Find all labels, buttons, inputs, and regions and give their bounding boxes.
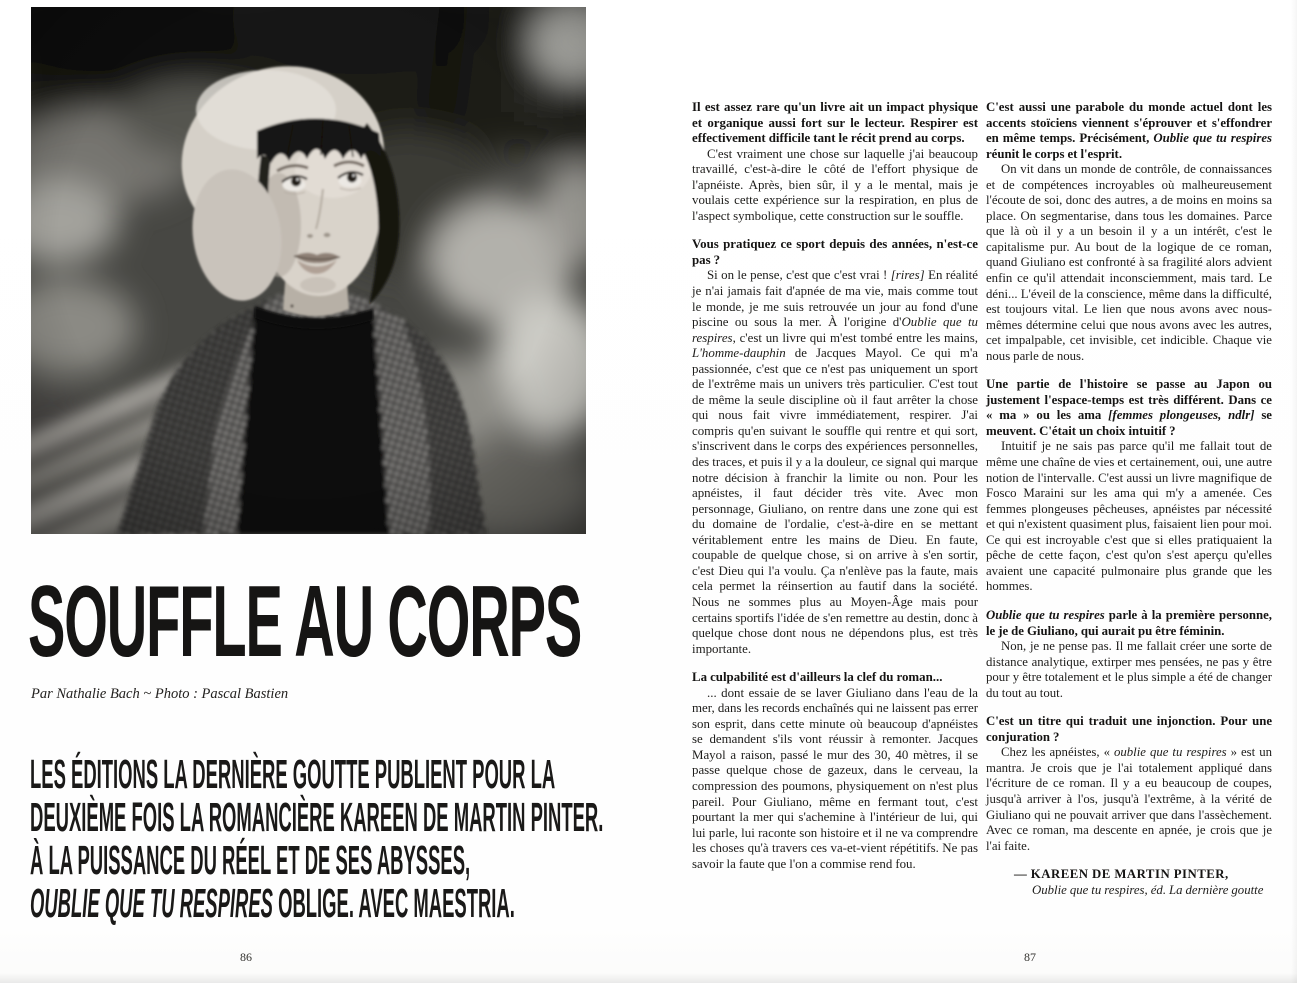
lead-paragraph: C'est aussi une parabole du monde actuel dont les accents stoïciens viennent s'éprouver et s'effondrer en même temps. Précisément, Oublie que tu respires réunit le corps et l'esprit. (986, 100, 1272, 161)
interview-question: Une partie de l'histoire se passe au Japon ou justement l'espace-temps est très différent. Dans ce « ma » ou les ama [femmes plongeuses, ndlr] se meuvent. C'était un choix intuitif ? (986, 377, 1272, 438)
article-headline-text: SOUFFLE AU CORPS (28, 566, 582, 678)
interview-question: La culpabilité est d'ailleurs la clef du roman... (692, 670, 943, 685)
answer-paragraph: C'est vraiment une chose sur laquelle j'ai beaucoup travaillé, c'est-à-dire le côté de l'effort physique de l'apnéiste. Après, bien sûr, il y a le mental, mais je voulais cette expérience sur la respiration, en plus de l'aspect symbolique, cette construction sur le souffle. (692, 146, 978, 223)
byline: Par Nathalie Bach ~ Photo : Pascal Bastien (31, 686, 289, 702)
standfirst-line: OUBLIE QUE TU RESPIRES OBLIGE. AVEC MAESTRIA. (30, 880, 515, 926)
interview-question: C'est un titre qui traduit une injonction. Pour une conjuration ? (986, 714, 1272, 744)
answer-paragraph: Chez les apnéistes, « oublie que tu respires » est un mantra. Je crois que je l'ai totalement appliqué dans l'écriture de ce roman. Il y a eu beaucoup de coupes, jusqu'à arriver à l'os, jusqu'à l'extrême, à la vérité de Giuliano qui ne pouvait arriver que dans l'assèchement. Avec ce roman, ma descente en apnée, je crois que je l'ai faite. (986, 745, 1272, 853)
page-number-left: 86 (240, 950, 252, 964)
lead-paragraph: Il est assez rare qu'un livre ait un impact physique et organique aussi fort sur le lecteur. Respirer est effectivement difficile tant le récit prend au corps. (692, 100, 978, 146)
author-signature: — KAREEN DE MARTIN PINTER, (1014, 867, 1229, 882)
standfirst-line: LES ÉDITIONS LA DERNIÈRE GOUTTE PUBLIENT POUR LA (30, 751, 556, 797)
interview-column-2 (986, 100, 1272, 898)
portrait-photo (31, 7, 586, 534)
answer-paragraph: Non, je ne pense pas. Il me fallait créer une sorte de distance analytique, extirper mes pensées, ne pas y être pour y être totalement et le plus simple a été de changer du tout au tout. (986, 639, 1272, 700)
interview-question: Oublie que tu respires parle à la première personne, le je de Giuliano, qui aurait pu être féminin. (986, 607, 1272, 638)
standfirst-line: À LA PUISSANCE DU RÉEL ET DE SES ABYSSES, (30, 837, 471, 883)
interview-column-1 (692, 100, 978, 872)
answer-paragraph: On vit dans un monde de contrôle, de connaissances et de compétences incroyables où malheureusement l'écoute de soi, donc des autres, a de moins en moins sa place. On segmentarise, dans tous les domaines. Parce que là où il y a un besoin il y a un intérêt, c'est le capitalisme pur. Au bout de la logique de ce roman, quand Giuliano est confronté à sa fragilité alors advient enfin ce qu'il attendait inconsciemment, mais tard. Le déni... L'éveil de la conscience, même dans la difficulté, est toujours vital. Le lien que nous avons avec nous-mêmes détermine celui que nous avons avec les autres, cet impalpable, cet invisible, cet indicible. Chaque vie nous parle de nous. (986, 162, 1272, 363)
page-number-right: 87 (1024, 950, 1036, 964)
interview-question: Vous pratiquez ce sport depuis des années, n'est-ce pas ? (692, 237, 978, 267)
answer-paragraph: ... dont essaie de se laver Giuliano dans l'eau de la mer, dans les records enchaînés qui ne laissent pas errer son esprit, dans cette minute où beaucoup d'apnéistes se demandent s'ils vont réussir à remonter. Jacques Mayol a raison, passé le mur des 30, 40 mètres, il se passe quelque chose de gazeux, dans le cerveau, la compression des poumons, physiquement on n'est plus pareil. Pour Giuliano, même en fermant tout, c'est pourtant la mer qui s'achemine à l'intérieur de lui, qui lui parle, lui raconte son histoire et il ne va comprendre les choses qu'à travers ces va-et-vient répétitifs. Ne pas savoir la faute que l'on a commise rend fou. (692, 685, 978, 871)
answer-paragraph: Intuitif je ne sais pas parce qu'il me fallait tout de même une chaîne de vies et certainement, oui, une autre notion de l'intervalle. C'est aussi un livre magnifique de Fosco Maraini sur les ama qui m'y a amenée. Ces femmes plongeuses pêcheuses, apnéistes par nécessité et qui n'existent quasiment plus, faisaient lien pour moi. Ce qui est incroyable c'est que si elles pratiquaient la pêche de cette façon, c'est qu'on s'est aperçu qu'elles avaient une capacité pulmonaire plus grande que les hommes. (986, 439, 1272, 594)
answer-paragraph: Si on le pense, c'est que c'est vrai ! [rires] En réalité je n'ai jamais fait d'apnée de ma vie, mais comme tout le monde, je me suis retrouvée un jour au fond d'une piscine ou sous la mer. À l'origine d'Oublie que tu respires, c'est un livre qui m'est tombé entre les mains, L'homme-dauphin de Jacques Mayol. Ce qui m'a passionnée, c'est que ce n'est pas uniquement un sport de l'extrême mais un univers très particulier. C'est tout de même la seule discipline où il faut arrêter la chose qui nous fait vivre immédiatement, respirer. J'ai compris qu'en suivant le souffle qui rentre et qui sort, s'inscrivent dans le corps des expériences personnelles, des traces, et puis il y a la douleur, ce signal qui marque notre décision à franchir la limite ou non. Pour les apnéistes, il faut décider très vite. Avec mon personnage, Giuliano, on rentre dans une zone qui est du domaine de l'ordalie, c'est-à-dire en se mettant véritablement entre les mains de Dieu. En faute, coupable de quelque chose, si on arrive à s'en sortir, c'est Dieu qui l'a voulu. Ça n'enlève pas la faute, mais cela permet la réinsertion au fautif dans la société. Nous ne sommes plus au Moyen-Âge mais pour certains sportifs l'idée de s'en remettre au destin, donc à quelque chose dont nous ne dépendons plus, est très importante. (692, 268, 978, 656)
book-reference: Oublie que tu respires, éd. La dernière goutte (1032, 882, 1264, 897)
portrait-photo-illustration (31, 7, 586, 534)
standfirst (30, 753, 606, 925)
standfirst-line: DEUXIÈME FOIS LA ROMANCIÈRE KAREEN DE MARTIN PINTER. (30, 794, 604, 840)
